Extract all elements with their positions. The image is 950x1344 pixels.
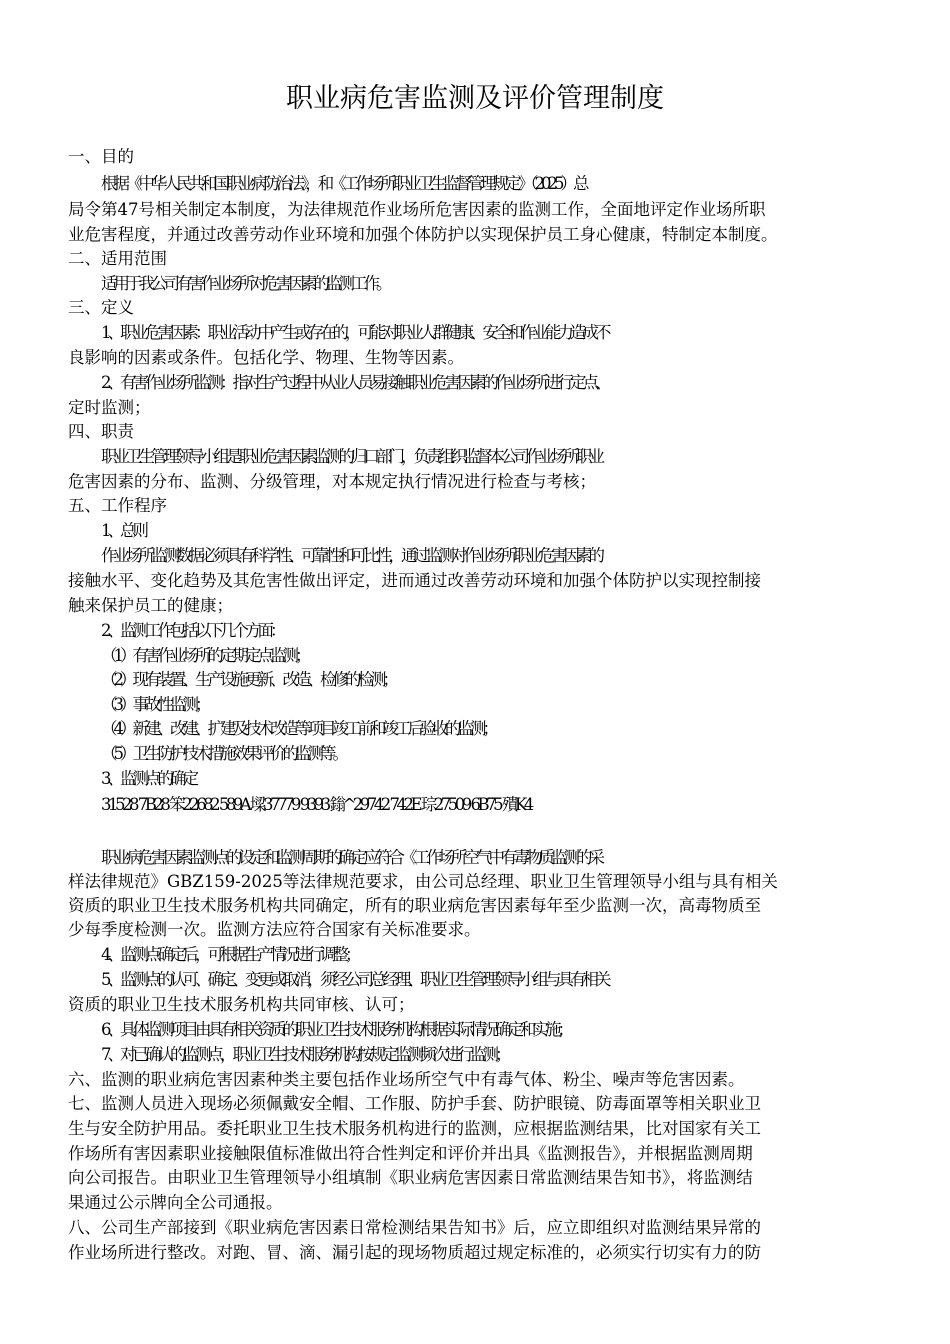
paragraph-line: 7、对已确认的监测点，职业卫生技术服务机构按规定监测频次进行监测； xyxy=(101,1045,508,1064)
paragraph-line: 6、具体监测项目由具有相关资质的职业卫生技术服务机构根据实际情况确定和实施； xyxy=(101,1020,570,1039)
paragraph-line: 果通过公示牌向全公司通报。 xyxy=(68,1193,283,1212)
paragraph-line: 2、有害作业场所监测：指对生产过程中从业人员易接触职业危害因素的作业场所进行定点、 xyxy=(101,373,608,392)
paragraph-line: 根据《中华人民共和国职业病防治法》，和《工作场所职业卫生监督管理规定》（2025）总 xyxy=(101,174,586,193)
paragraph-line: 定时监测； xyxy=(68,398,151,417)
section-heading: 一、目的 xyxy=(68,147,134,166)
paragraph-line: 职业卫生管理领导小组是职业危害因素监测的归口部门，负责组织监督本公司作业场所职业 xyxy=(101,447,601,466)
list-item: （5）卫生防护技术措施效果评价的监测等。 xyxy=(101,744,345,763)
paragraph-line: 作场所有害因素职业接触限值标准做出符合性判定和评价并出具《监测报告》，并根据监测周期 xyxy=(68,1144,753,1163)
section-heading: 四、职责 xyxy=(68,422,134,441)
section-heading: 三、定义 xyxy=(68,298,134,317)
section-heading: 六、监测的职业病危害因素种类主要包括作业场所空气中有毒气体、粉尘、噪声等危害因素。 xyxy=(68,1070,745,1089)
paragraph-line: 1、职业危害因素：职业活动中产生或存在的，可能对职业人群健康、安全和作业能力造成不 xyxy=(101,323,608,342)
paragraph-line: 良影响的因素或条件。包括化学、物理、生物等因素。 xyxy=(68,348,464,367)
paragraph-line: 危害因素的分布、监测、分级管理，对本规定执行情况进行检查与考核； xyxy=(68,472,596,491)
paragraph-line: 业危害程度，并通过改善劳动作业环境和加强个体防护以实现保护员工身心健康，特制定本制度。 xyxy=(68,225,778,244)
paragraph-line: 资质的职业卫生技术服务机构共同确定，所有的职业病危害因素每年至少监测一次，高毒物质至 xyxy=(68,896,761,915)
list-item: （1）有害作业场所的定期定点监测； xyxy=(101,646,308,665)
paragraph-line: 接触水平、变化趋势及其危害性做出评定，进而通过改善劳动环境和加强个体防护以实现控制接 xyxy=(68,571,761,590)
paragraph-line: 样法律规范》GBZ159-2025等法律规范要求，由公司总经理、职业卫生管理领导小组与具有相关 xyxy=(68,872,778,891)
paragraph-line: 作业场所进行整改。对跑、冒、滴、漏引起的现场物质超过规定标准的，必须实行切实有力的防 xyxy=(68,1243,761,1262)
list-item: （4）新建、改建、扩建及技术改造等项目竣工前和竣工后验收的监测； xyxy=(101,719,495,738)
list-item: （2）现有装置、生产设施更新、改造、检修的检测； xyxy=(101,670,395,689)
paragraph-line: 向公司报告。由职业卫生管理领导小组填制《职业病危害因素日常监测结果告知书》，将监测结 xyxy=(68,1168,753,1187)
paragraph-line: 触来保护员工的健康； xyxy=(68,596,233,615)
subsection-heading: 2、监测工作包括以下几个方面： xyxy=(101,621,283,640)
list-item: （3）事故性监测； xyxy=(101,695,208,714)
encoded-text-line: 31528 7B28 笨22682 589A 墚37779 9393 鎓^29742 742E 琮27509 6B75 殨K4 xyxy=(101,795,531,814)
paragraph-line: 局令第47号相关制定本制度，为法律规范作业场所危害因素的监测工作，全面地评定作业场所职 xyxy=(68,200,766,219)
paragraph-line: 资质的职业卫生技术服务机构共同审核、认可； xyxy=(68,995,415,1014)
paragraph-line: 生与安全防护用品。委托职业卫生技术服务机构进行的监测，应根据监测结果，比对国家有关工 xyxy=(68,1119,761,1138)
paragraph-line: 职业病危害因素监测点的设定和监测周期的确定应符合《工作场所空气中有毒物质监测的采 xyxy=(101,848,601,867)
paragraph-line: 作业场所监测数据必须具有科学性、可靠性和可比性，通过监测对作业场所职业危害因素的 xyxy=(101,546,601,565)
subsection-heading: 3、监测点的确定 xyxy=(101,769,195,788)
paragraph-line: 适用于我公司有害作业场所对危害因素的监测工作。 xyxy=(101,274,389,293)
section-heading: 五、工作程序 xyxy=(68,496,167,515)
section-heading: 七、监测人员进入现场必须佩戴安全帽、工作服、防护手套、防护眼镜、防毒面罩等相关职业卫 xyxy=(68,1094,761,1113)
paragraph-line: 5、监测点的认可、确定、变更或取消，须经公司总经理、职业卫生管理领导小组与具有相关 xyxy=(101,970,608,989)
section-heading: 二、适用范围 xyxy=(68,249,167,268)
document-title: 职业病危害监测及评价管理制度 xyxy=(286,83,664,114)
subsection-heading: 1、总则 xyxy=(101,521,145,540)
paragraph-line: 4、监测点确定后，可根据生产情况进行调整； xyxy=(101,945,358,964)
paragraph-line: 少每季度检测一次。监测方法应符合国家有关标准要求。 xyxy=(68,920,481,939)
section-heading: 八、公司生产部接到《职业病危害因素日常检测结果告知书》后，应立即组织对监测结果异常的 xyxy=(68,1218,761,1237)
